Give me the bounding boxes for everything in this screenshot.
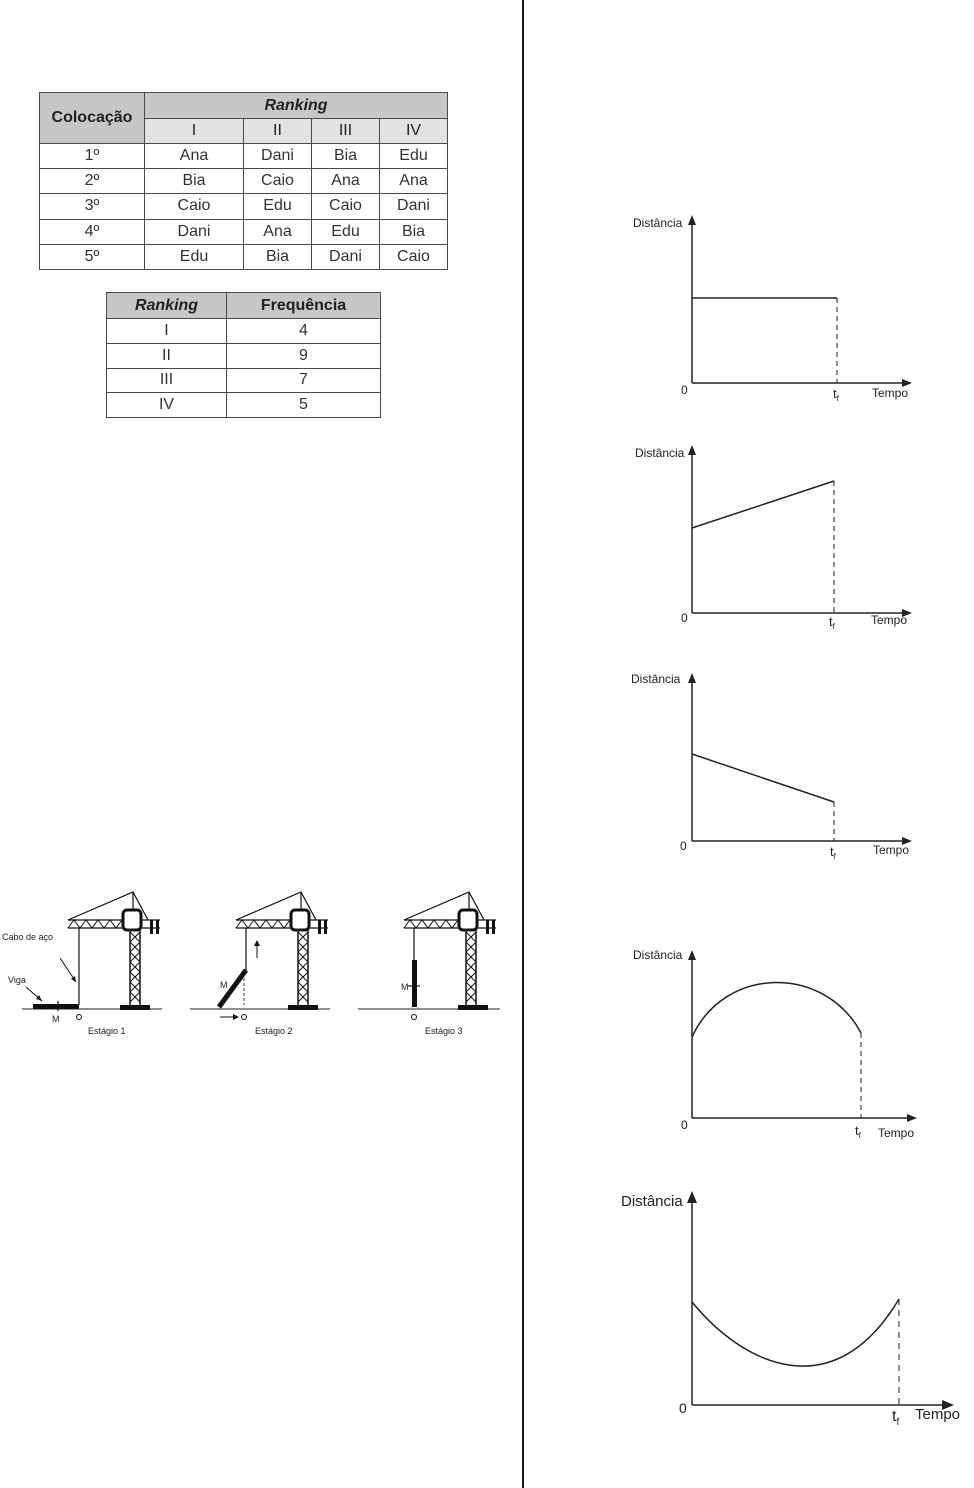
origin-label: 0 (681, 611, 688, 625)
table-cell: 4 (227, 319, 381, 344)
stage-3-label: Estágio 3 (425, 1026, 463, 1036)
table-cell: Dani (380, 194, 448, 219)
table-row (107, 393, 381, 418)
graph-increasing (625, 440, 925, 640)
table-cell: II (107, 343, 227, 368)
point-m-label: M (401, 982, 409, 992)
header-frequencia: Frequência (227, 293, 381, 319)
cabo-label: Cabo de aço (2, 932, 54, 942)
table-cell: Caio (244, 169, 312, 194)
x-axis-label: Tempo (872, 386, 909, 400)
crane-2 (219, 892, 328, 1020)
y-axis-label: Distância (635, 446, 685, 460)
tf-label: $t_f$ (829, 614, 835, 631)
table-cell: III (107, 368, 227, 393)
table-cell: 5 (227, 393, 381, 418)
crane-3 (404, 892, 496, 1020)
graph-minimum (615, 1187, 974, 1427)
ranking-col-header: I (145, 119, 244, 144)
table-cell: Edu (312, 219, 380, 244)
table-cell: Ana (244, 219, 312, 244)
y-axis-label: Distância (621, 1193, 683, 1210)
tf-label: $t_f$ (892, 1408, 900, 1428)
table-cell: Caio (145, 194, 244, 219)
place-cell: 4º (40, 219, 145, 244)
ranking-col-header: IV (380, 119, 448, 144)
x-axis-label: Tempo (878, 1126, 915, 1140)
place-cell: 5º (40, 244, 145, 269)
crane-figure (0, 880, 510, 1045)
origin-label: 0 (681, 383, 688, 397)
table-cell: Bia (145, 169, 244, 194)
crane-1 (26, 892, 160, 1020)
ranking-col-header: II (244, 119, 312, 144)
header-ranking: Ranking (145, 93, 448, 119)
table-cell: I (107, 319, 227, 344)
table-cell: Bia (312, 144, 380, 169)
x-axis-label: Tempo (871, 613, 908, 627)
column-divider (522, 0, 524, 1488)
viga-label: Viga (8, 975, 26, 985)
table-row (107, 343, 381, 368)
table-row (40, 194, 448, 219)
table-row (107, 319, 381, 344)
table-cell: Edu (380, 144, 448, 169)
table-cell: Ana (145, 144, 244, 169)
y-axis-label: Distância (631, 672, 681, 686)
table-row (40, 244, 448, 269)
table-cell: Caio (380, 244, 448, 269)
ranking-col-header: III (312, 119, 380, 144)
table-cell: Edu (145, 244, 244, 269)
stage-2-label: Estágio 2 (255, 1026, 293, 1036)
table-cell: 9 (227, 343, 381, 368)
table-row (40, 144, 448, 169)
x-axis-label: Tempo (915, 1406, 961, 1423)
table-cell: Dani (244, 144, 312, 169)
table-cell: Dani (312, 244, 380, 269)
place-cell: 2º (40, 169, 145, 194)
graph-decreasing (625, 668, 925, 868)
y-axis-label: Distância (633, 216, 683, 230)
place-cell: 3º (40, 194, 145, 219)
table-cell: 7 (227, 368, 381, 393)
table-cell: Bia (380, 219, 448, 244)
table-cell: Dani (145, 219, 244, 244)
table-cell: Edu (244, 194, 312, 219)
graph-maximum (625, 945, 925, 1145)
header-ranking: Ranking (107, 293, 227, 319)
origin-label: 0 (680, 839, 687, 853)
point-m-label: M (220, 980, 228, 990)
frequency-table (106, 292, 381, 418)
tf-label: $t_f$ (830, 844, 836, 861)
origin-label: 0 (679, 1400, 687, 1416)
table-cell: Caio (312, 194, 380, 219)
table-cell: Ana (312, 169, 380, 194)
tf-label: $t_f$ (833, 386, 839, 403)
graph-constant (625, 210, 925, 410)
tf-label: $t_f$ (855, 1123, 861, 1140)
place-cell: 1º (40, 144, 145, 169)
table-cell: Ana (380, 169, 448, 194)
header-colocacao: Colocação (40, 93, 145, 144)
ranking-table (39, 92, 448, 270)
y-axis-label: Distância (633, 948, 683, 962)
origin-label: 0 (681, 1118, 688, 1132)
table-row (40, 169, 448, 194)
table-cell: IV (107, 393, 227, 418)
table-row (107, 368, 381, 393)
table-row (40, 219, 448, 244)
point-m-label: M (52, 1014, 60, 1024)
table-cell: Bia (244, 244, 312, 269)
stage-1-label: Estágio 1 (88, 1026, 126, 1036)
x-axis-label: Tempo (873, 843, 910, 857)
